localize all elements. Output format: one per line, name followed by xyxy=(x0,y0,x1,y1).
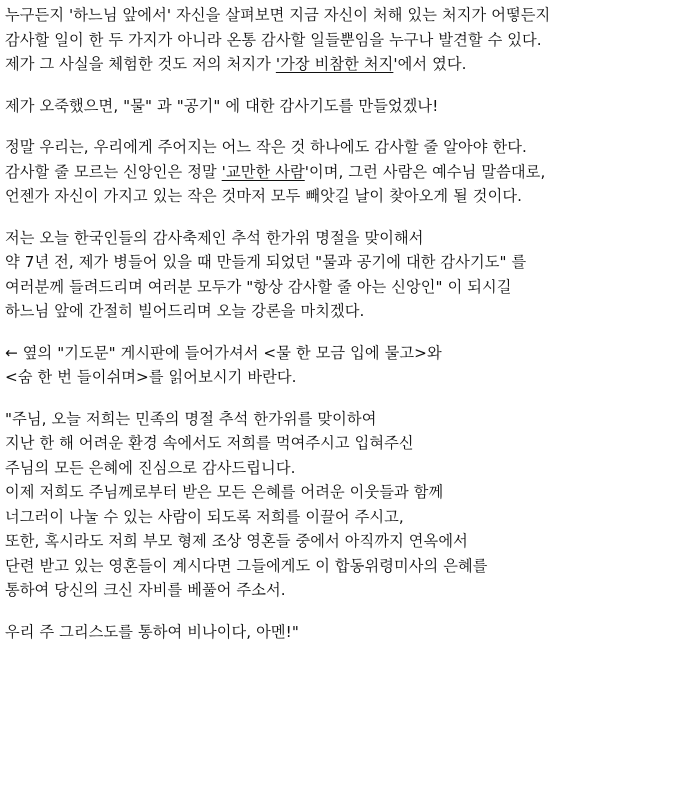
text-line: 누구든지 '하느님 앞에서' 자신을 살펴보면 지금 자신이 처해 있는 처지가 어떻든지 xyxy=(5,6,551,24)
text-line: 정말 우리는, 우리에게 주어지는 어느 작은 것 하나에도 감사할 줄 알아야 한다. xyxy=(5,138,527,156)
underlined-phrase: '교만한 사람 xyxy=(221,162,305,181)
paragraph-4 xyxy=(5,226,673,324)
paragraph-3 xyxy=(5,135,673,209)
text-line: 통하여 당신의 크신 자비를 베풀어 주소서. xyxy=(5,581,286,599)
text-line: 너그러이 나눌 수 있는 사람이 되도록 저희를 이끌어 주시고, xyxy=(5,507,404,526)
text-line xyxy=(5,52,673,77)
text-line: 단련 받고 있는 영혼들이 계시다면 그들에게도 이 합동위령미사의 은혜를 xyxy=(5,556,488,575)
text-line xyxy=(5,160,673,185)
text-line: 제가 오죽했으면, "물" 과 "공기" 에 대한 감사기도를 만들었겠나! xyxy=(5,96,439,115)
text-segment: 제가 그 사실을 체험한 것도 저의 처지가 xyxy=(5,55,276,73)
text-line: ← 옆의 "기도문" 게시판에 들어가셔서 <물 한 모금 입에 물고>와 xyxy=(5,343,442,362)
text-line: 저는 오늘 한국인들의 감사축제인 추석 한가위 명절을 맞이해서 xyxy=(5,228,424,247)
paragraph-2 xyxy=(5,94,673,119)
article-body xyxy=(5,3,673,661)
text-line: 감사할 일이 한 두 가지가 아니라 온통 감사할 일들뿐임을 누구나 발견할 수 있다. xyxy=(5,30,542,49)
text-segment: 감사할 줄 모르는 신앙인은 정말 xyxy=(5,162,222,181)
underlined-phrase: '가장 비참한 처지 xyxy=(275,55,394,73)
paragraph-1 xyxy=(5,3,673,77)
prayer-paragraph xyxy=(5,407,673,603)
text-line: 이제 저희도 주님께로부터 받은 모든 은혜를 어려운 이웃들과 함께 xyxy=(5,483,444,501)
text-line: 여러분께 들려드리며 여러분 모두가 "항상 감사할 줄 아는 신앙인" 이 되시길 xyxy=(5,277,512,296)
text-line: 언젠가 자신이 가지고 있는 작은 것마저 모두 빼앗길 날이 찾아오게 될 것이다. xyxy=(5,187,523,205)
closing-paragraph xyxy=(5,620,673,645)
text-segment: '이며, 그런 사람은 예수님 말씀대로, xyxy=(304,162,546,181)
text-line: 하느님 앞에 간절히 빌어드리며 오늘 강론을 마치겠다. xyxy=(5,302,365,320)
text-line: 약 7년 전, 제가 병들어 있을 때 만들게 되었던 "물과 공기에 대한 감사기도" 를 xyxy=(5,253,527,271)
paragraph-5 xyxy=(5,341,673,390)
text-segment: '에서 였다. xyxy=(393,55,467,73)
text-line: 주님의 모든 은혜에 진심으로 감사드립니다. xyxy=(5,458,296,477)
text-line: 또한, 혹시라도 저희 부모 형제 조상 영혼들 중에서 아직까지 연옥에서 xyxy=(5,532,468,550)
text-line: <숨 한 번 들이쉬며>를 읽어보시기 바란다. xyxy=(5,368,297,386)
text-line: 지난 한 해 어려운 환경 속에서도 저희를 먹여주시고 입혀주신 xyxy=(5,434,414,452)
text-line: 우리 주 그리스도를 통하여 비나이다, 아멘!" xyxy=(5,622,299,641)
text-line: "주님, 오늘 저희는 민족의 명절 추석 한가위를 맞이하여 xyxy=(5,409,377,428)
